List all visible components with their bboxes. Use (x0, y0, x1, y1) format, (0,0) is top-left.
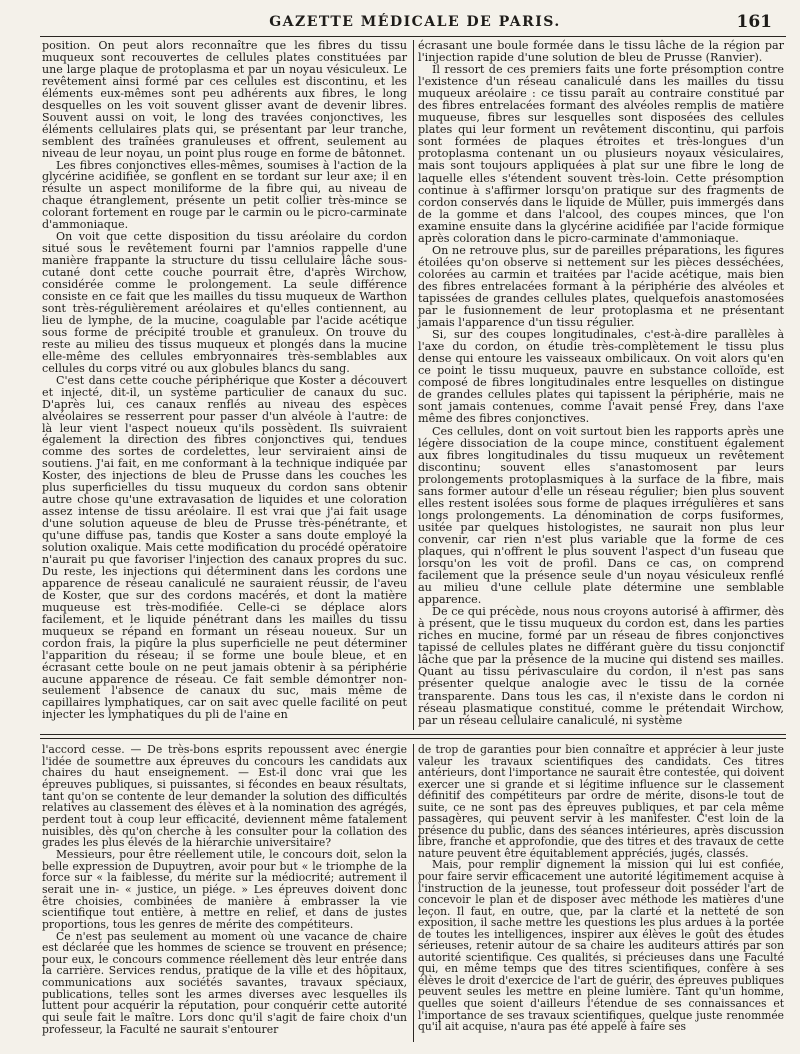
section-rule (40, 734, 786, 735)
paragraph: Si, sur des coupes longitudinales, c'est-à-dire parallèles à l'axe du cordon, on étudie très-complètement le tissu plus dense qui entoure les vaisseaux ombilicaux. On voit alors qu'en ce point le tissu muqueux, pauvre en substance colloïde, est composé de fibres longitudinales entre lesquelles on distingue de grandes cellules plates qui tapissent la périphérie, mais ne sont jamais contenues, comme l'avait pensé Frey, dans l'axe même des fibres conjonctives. (418, 328, 784, 426)
article-column-left (42, 40, 407, 721)
feuilleton-column-right (418, 744, 784, 1033)
journal-title: GAZETTE MÉDICALE DE PARIS. (269, 14, 561, 30)
paragraph: écrasant une boule formée dans le tissu lâche de la région par l'injection rapide d'une solution de bleu de Prusse (Ranvier). (418, 39, 784, 65)
paragraph: De ce qui précède, nous nous croyons autorisé à affirmer, dès à présent, que le tissu muqueux du cordon est, dans les parties riches en mucine, formé par un réseau de fibres conjonctives tapissé de cellules plates ne différant guère du tissu conjonctif lâche que par la présence de la mucine qui distend ses mailles. Quant au tissu périvasculaire du cordon, il n'est pas sans présenter quelque analogie avec le tissu de la cornée transparente. Dans tous les cas, il n'existe dans le cordon ni réseau plasmatique constitué, comme le prétendait Wirchow, par un réseau cellulaire canaliculé, ni système (418, 605, 784, 727)
paragraph: C'est dans cette couche périphérique que Koster a découvert et injecté, dit-il, un système particulier de canaux du suc. D'après lui, ces canaux renflés au niveau des espèces alvéolaires se resserrent pour passer d'un alvéole à l'autre: de là leur vient l'aspect noueux qu'ils possèdent. Ils suivraient également la direction des fibres conjonctives qui, tendues comme des sortes de cordelettes, leur serviraient ainsi de soutiens. J'ai fait, en me conformant à la technique indiquée par Koster, des injections de bleu de Prusse dans les couches les plus superficielles du tissu muqueux du cordon sans obtenir autre chose qu'une extravasation de liquides et une coloration assez intense de tissu aréolaire. Il est vrai que j'ai fait usage d'une solution aqueuse de bleu de Prusse très-pénétrante, et qu'une diffuse pas, tandis que Koster a sans doute employé la solution oxalique. Mais cette modification du procédé opératoire n'aurait pu que favoriser l'injection des canaux propres du suc. Du reste, les injections qui déterminent dans les cordons une apparence de réseau canaliculé ne sauraient réussir, de l'aveu de Koster, que sur des cordons macérés, et dont la matière muqueuse est très-modifiée. Celle-ci se déplace alors facilement, et le liquide pénétrant dans les mailles du tissu muqueux se répand en formant un réseau noueux. Sur un cordon frais, la piqûre la plus superficielle ne peut déterminer l'apparition du réseau; il se forme une boule bleue, et en écrasant cette boule on ne peut jamais obtenir à sa périphérie aucune apparence de réseau. Ce fait semble démontrer non-seulement l'absence de canaux du suc, mais même de capillaires lymphatiques, car on sait avec quelle facilité on peut injecter les lymphatiques du pli de l'aine en (42, 373, 407, 722)
paragraph: position. On peut alors reconnaître que les fibres du tissu muqueux sont recouvertes de cellules plates constituées par une large plaque de protoplasma et par un noyau vésiculeux. Le revêtement ainsi formé par ces cellules est discontinu, et les éléments eux-mêmes sont peu adhérents aux fibres, le long desquelles on les voit souvent glisser avant de devenir libres. Souvent aussi on voit, le long des travées conjonctives, les éléments cellulaires plats qui, se présentant par leur tranche, semblent des traînées granuleuses et offrent, seulement au niveau de leur noyau, un point plus rouge en forme de bâtonnet. (42, 39, 407, 160)
paragraph: Ces cellules, dont on voit surtout bien les rapports après une légère dissociation de la coupe mince, constituent également aux fibres longitudinales du tissu muqueux un revêtement discontinu; souvent elles s'anastomosent par leurs prolongements protoplasmiques à la surface de la fibre, mais sans former autour d'elle un réseau régulier; bien plus souvent elles restent isolées sous forme de plaques irrégulières et sans longs prolongements. La dénomination de corps fusiformes, usitée par quelques histologistes, ne saurait non plus leur convenir, car rien n'est plus variable que la forme de ces plaques, qui n'offrent le plus souvent l'aspect d'un fuseau que lorsqu'on les voit de profil. Dans ce cas, on comprend facilement que la présence seule d'un noyau vésiculeux renflé au milieu d'une cellule plate détermine une semblable apparence. (418, 424, 784, 607)
page-header (40, 14, 790, 36)
header-rule (40, 36, 786, 37)
column-divider (413, 40, 414, 730)
paragraph: l'accord cesse. — De très-bons esprits repoussent avec énergie l'idée de soumettre aux épreuves du concours les candidats aux chaires du haut enseignement. — Est-il donc vrai que les épreuves publiques, si puissantes, si fécondes en beaux résultats, tant qu'on se contente de leur demander la solution des difficultés relatives au classement des élèves et à la nomination des agrégés, perdent tout à coup leur efficacité, deviennent même fatalement nuisibles, dès qu'on cherche à les consulter pour la collation des grades les plus élevés de la hiérarchie universitaire? (42, 743, 407, 850)
paragraph: On voit que cette disposition du tissu aréolaire du cordon situé sous le revêtement fourni par l'amnios rappelle d'une manière frappante la structure du tissu cellulaire lâche sous-cutané dont cette couche pourrait être, d'après Wirchow, considérée comme le prolongement. La seule différence consiste en ce fait que les mailles du tissu muqueux de Warthon sont très-régulièrement aréolaires et qu'elles contiennent, au lieu de lymphe, de la mucine, coagulable par l'acide acétique sous forme de précipité trouble et granuleux. On trouve du reste au milieu des tissus muqueux et plongés dans la mucine elle-même des cellules embryonnaires très-semblables aux cellules du corps vitré ou aux globules blancs du sang. (42, 230, 407, 375)
paragraph: Mais, pour remplir dignement la mission qui lui est confiée, pour faire servir efficacement une autorité légitimement acquise à l'instruction de la jeunesse, tout professeur doit posséder l'art de concevoir le plan et de disposer avec méthode les matières d'une leçon. Il faut, en outre, que, par la clarté et la netteté de son exposition, il sache mettre les questions les plus ardues à la portée de toutes les intelligences, inspirer aux élèves le goût des études sérieuses, retenir autour de sa chaire les auditeurs attirés par son autorité scientifique. Ces qualités, si précieuses dans une Faculté qui, en même temps que des titres scientifiques, confère à ses élèves le droit d'exercice de l'art de guérir, des épreuves publiques peuvent seules les mettre en pleine lumière. Tant qu'un homme, quelles que soient d'ailleurs l'étendue de ses connaissances et l'importance de ses travaux scientifiques, quelque juste renommée qu'il ait acquise, n'aura pas été appelé à faire ses (418, 858, 784, 1034)
page-number: 161 (736, 12, 772, 32)
feuilleton-column-left (42, 744, 407, 1035)
paragraph: On ne retrouve plus, sur de pareilles préparations, les figures étoilées qu'on observe si nettement sur les pièces desséchées, colorées au carmin et traitées par l'acide acétique, mais bien des fibres entrelacées formant à la périphérie des alvéoles et tapissées de grandes cellules plates, quelquefois anastomosées par le fusionnement de leur protoplasma et ne présentant jamais l'apparence d'un tissu régulier. (418, 243, 784, 330)
paragraph: Les fibres conjonctives elles-mêmes, soumises à l'action de la glycérine acidifiée, se gonflent en se tordant sur leur axe; il en résulte un aspect moniliforme de la fibre qui, au niveau de chaque étranglement, présente un petit collier très-mince se colorant fortement en rouge par le carmin ou le picro-carminate d'ammoniaque. (42, 158, 407, 232)
paragraph: Il ressort de ces premiers faits une forte présomption contre l'existence d'un réseau canaliculé dans les mailles du tissu muqueux aréolaire : ce tissu paraît au contraire constitué par des fibres entrelacées formant des alvéoles remplis de matière muqueuse, fibres sur lesquelles sont disposées des cellules plates qui leur forment un revêtement discontinu, qui parfois sont formées de plaques étroites et très-longues d'un protoplasma contenant un ou plusieurs noyaux vésiculaires, mais sont toujours appliquées à plat sur une fibre le long de laquelle elles s'étendent souvent très-loin. Cette présomption continue à s'affirmer lorsqu'on pratique sur des fragments de cordon conservés dans le liquide de Müller, puis immergés dans de la gomme et dans l'alcool, des coupes minces, que l'on examine ensuite dans la glycérine acidifiée par l'acide formique après coloration dans le picro-carminate d'ammoniaque. (418, 63, 784, 245)
paragraph: Ce n'est pas seulement au moment où une vacance de chaire est déclarée que les hommes de science se trouvent en présence; pour eux, le concours commence réellement dès leur entrée dans la carrière. Services rendus, pratique de la ville et des hôpitaux, communications aux sociétés savantes, travaux spéciaux, publications, telles sont les armes diverses avec lesquelles ils luttent pour acquérir la réputation, pour conquérir cette autorité qui seule fait le maître. Lors donc qu'il s'agit de faire choix d'un professeur, la Faculté ne saurait s'entourer (42, 929, 407, 1036)
section-rule-double (40, 738, 786, 739)
column-divider (413, 744, 414, 1042)
article-column-right (418, 40, 784, 727)
paragraph: de trop de garanties pour bien connaître et apprécier à leur juste valeur les travaux scientifiques des candidats. Ces titres antérieurs, dont l'importance ne saurait être contestée, qui doivent exercer une si grande et si légitime influence sur le classement définitif des compétiteurs par ordre de mérite, disons-le tout de suite, ce ne sont pas des épreuves publiques, et par cela même passagères, qui peuvent servir à les manifester. C'est loin de la présence du public, dans des séances intérieures, après discussion libre, franche et approfondie, que des titres et des travaux de cette nature peuvent être équitablement appréciés, jugés, classés. (418, 743, 784, 860)
paragraph: Messieurs, pour être réellement utile, le concours doit, selon la belle expression de Dupuytren, avoir pour but « le triomphe de la force sur « la faiblesse, du mérite sur la médiocrité; autrement il serait une in- « justice, un piége. » Les épreuves doivent donc être choisies, combinées de manière à embrasser la vie scientifique tout entière, à mettre en relief, et dans de justes proportions, tous les genres de mérite des compétiteurs. (42, 847, 407, 931)
